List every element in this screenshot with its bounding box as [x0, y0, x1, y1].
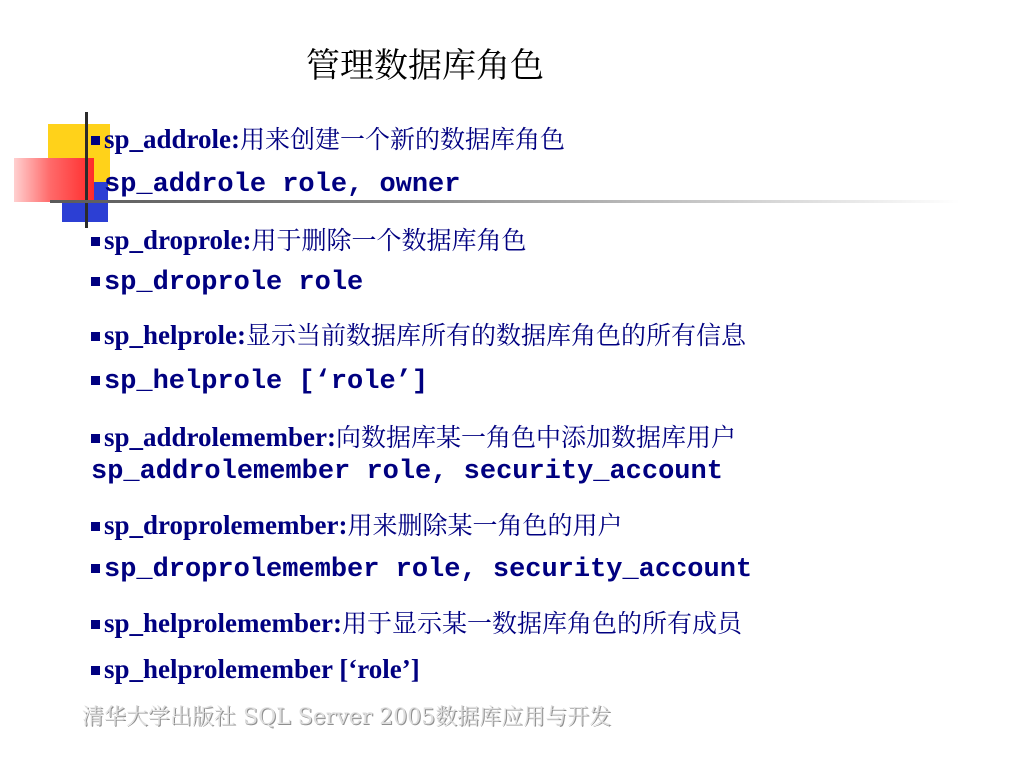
- list-item: [91, 268, 363, 298]
- command-syntax: sp_addrolemember role, security_account: [91, 457, 723, 487]
- list-item: [91, 506, 623, 542]
- bullet-icon: [91, 277, 100, 286]
- decorative-red-bar: [14, 158, 94, 202]
- list-item: [91, 654, 420, 685]
- bullet-icon: [91, 666, 100, 675]
- command-name: sp_droprolemember:: [104, 510, 348, 540]
- list-item: [91, 457, 723, 487]
- list-item: [91, 604, 742, 640]
- command-name: sp_addrole:: [104, 124, 241, 154]
- command-description: 向数据库某一角色中添加数据库用户: [335, 423, 736, 452]
- bullet-icon: [91, 522, 100, 531]
- command-description: 用于显示某一数据库角色的所有成员: [341, 609, 742, 638]
- footer-publisher-text: 清华大学出版社 SQL Server 2005数据库应用与开发: [82, 705, 612, 730]
- list-item: [91, 221, 527, 257]
- list-item: [91, 555, 752, 585]
- command-description: 用来创建一个新的数据库角色: [240, 125, 566, 154]
- command-description: 显示当前数据库所有的数据库角色的所有信息: [246, 321, 747, 350]
- decorative-horizontal-rule: [50, 200, 960, 203]
- command-syntax: sp_droprolemember role, security_account: [104, 555, 753, 585]
- list-item: [91, 170, 460, 200]
- bullet-icon: [91, 434, 100, 443]
- command-syntax: sp_addrole role, owner: [104, 170, 461, 200]
- bullet-icon: [91, 620, 100, 629]
- command-name: sp_helprolemember:: [104, 608, 342, 638]
- command-name: sp_droprole:: [104, 225, 252, 255]
- bullet-icon: [91, 237, 100, 246]
- bullet-icon: [91, 136, 100, 145]
- command-syntax: sp_helprolemember [‘role’]: [104, 654, 420, 684]
- command-name: sp_helprole:: [104, 320, 247, 350]
- list-item: [91, 120, 565, 156]
- command-name: sp_addrolemember:: [104, 422, 336, 452]
- command-description: 用于删除一个数据库角色: [251, 226, 527, 255]
- command-description: 用来删除某一角色的用户: [347, 511, 623, 540]
- decorative-vertical-line: [85, 112, 88, 228]
- list-item: [91, 367, 428, 397]
- list-item: [91, 418, 736, 454]
- command-syntax: sp_helprole [‘role’]: [104, 367, 429, 397]
- bullet-icon: [91, 332, 100, 341]
- command-syntax: sp_droprole role: [104, 268, 364, 298]
- bullet-icon: [91, 376, 100, 385]
- bullet-icon: [91, 564, 100, 573]
- slide-title: 管理数据库角色: [306, 46, 544, 86]
- list-item: [91, 316, 746, 352]
